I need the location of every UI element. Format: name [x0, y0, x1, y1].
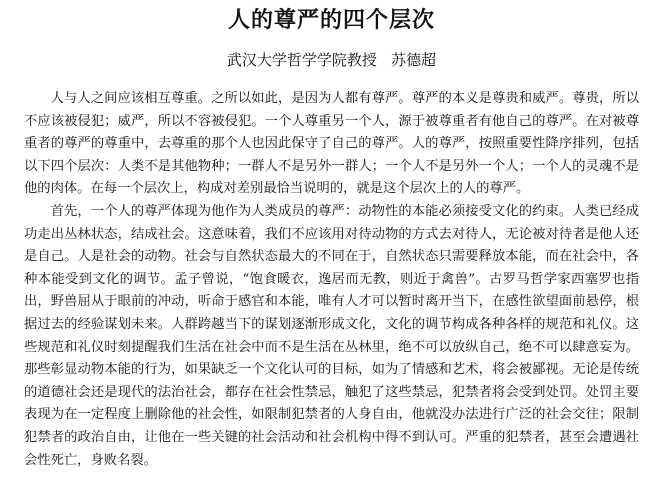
article-title: 人的尊严的四个层次: [227, 8, 435, 33]
paragraph: 人与人之间应该相互尊重。之所以如此，是因为人都有尊严。尊严的本义是尊贵和威严。尊贵，所以不应该被侵犯；威严，所以不容被侵犯。一个人尊重另一个人，源于被尊重者有他自己的尊严。在对被尊重者的尊严的尊重中，去尊重的那个人也因此保守了自己的尊严。人的尊严，按照重要性降序排列，包括以下四个层次：人类不是其他物种；一群人不是另外一群人；一个人不是另外一个人；一个人的灵魂不是他的肉体。在每一个层次上，构成对差别最恰当说明的，就是这个层次上的人的尊严。: [24, 91, 639, 197]
author-byline: 武汉大学哲学学院教授 苏德超: [226, 51, 437, 69]
article-body: [24, 88, 639, 472]
paragraph: 首先，一个人的尊严体现为他作为人类成员的尊严：动物性的本能必须接受文化的约束。人类已经成功走出丛林状态，结成社会。这意味着，我们不应该用对待动物的方式去对待人，无论被对待者是他人还是自己。人是社会的动物。社会与自然状态最大的不同在于，自然状态只需要释放本能，而在社会中，各种本能受到文化的调节。孟子曾说，“饱食暖衣，逸居而无教，则近于禽兽”。古罗马哲学家西塞罗也指出，野兽屈从于眼前的冲动，听命于感官和本能，唯有人才可以暂时离开当下，在感性欲望面前悬停，根据过去的经验谋划未来。人群跨越当下的谋划逐渐形成文化，文化的调节构成各种各样的规范和礼仪。这些规范和礼仪时刻提醒我们生活在社会中而不是生活在丛林里，绝不可以放纵自己，绝不可以肆意妄为。那些彰显动物本能的行为，如果缺乏一个文化认可的目标，如为了情感和艺术，将会被鄙视。无论是传统的道德社会还是现代的法治社会，都存在社会性禁忌，触犯了这些禁忌，犯禁者将会受到处罚。处罚主要表现为在一定程度上删除他的社会性，如限制犯禁者的人身自由，他就没办法进行广泛的社会交往；限制犯禁者的政治自由，让他在一些关键的社会活动和社会机构中得不到认可。严重的犯禁者，甚至会遭遇社会性死亡，身败名裂。: [24, 203, 639, 468]
